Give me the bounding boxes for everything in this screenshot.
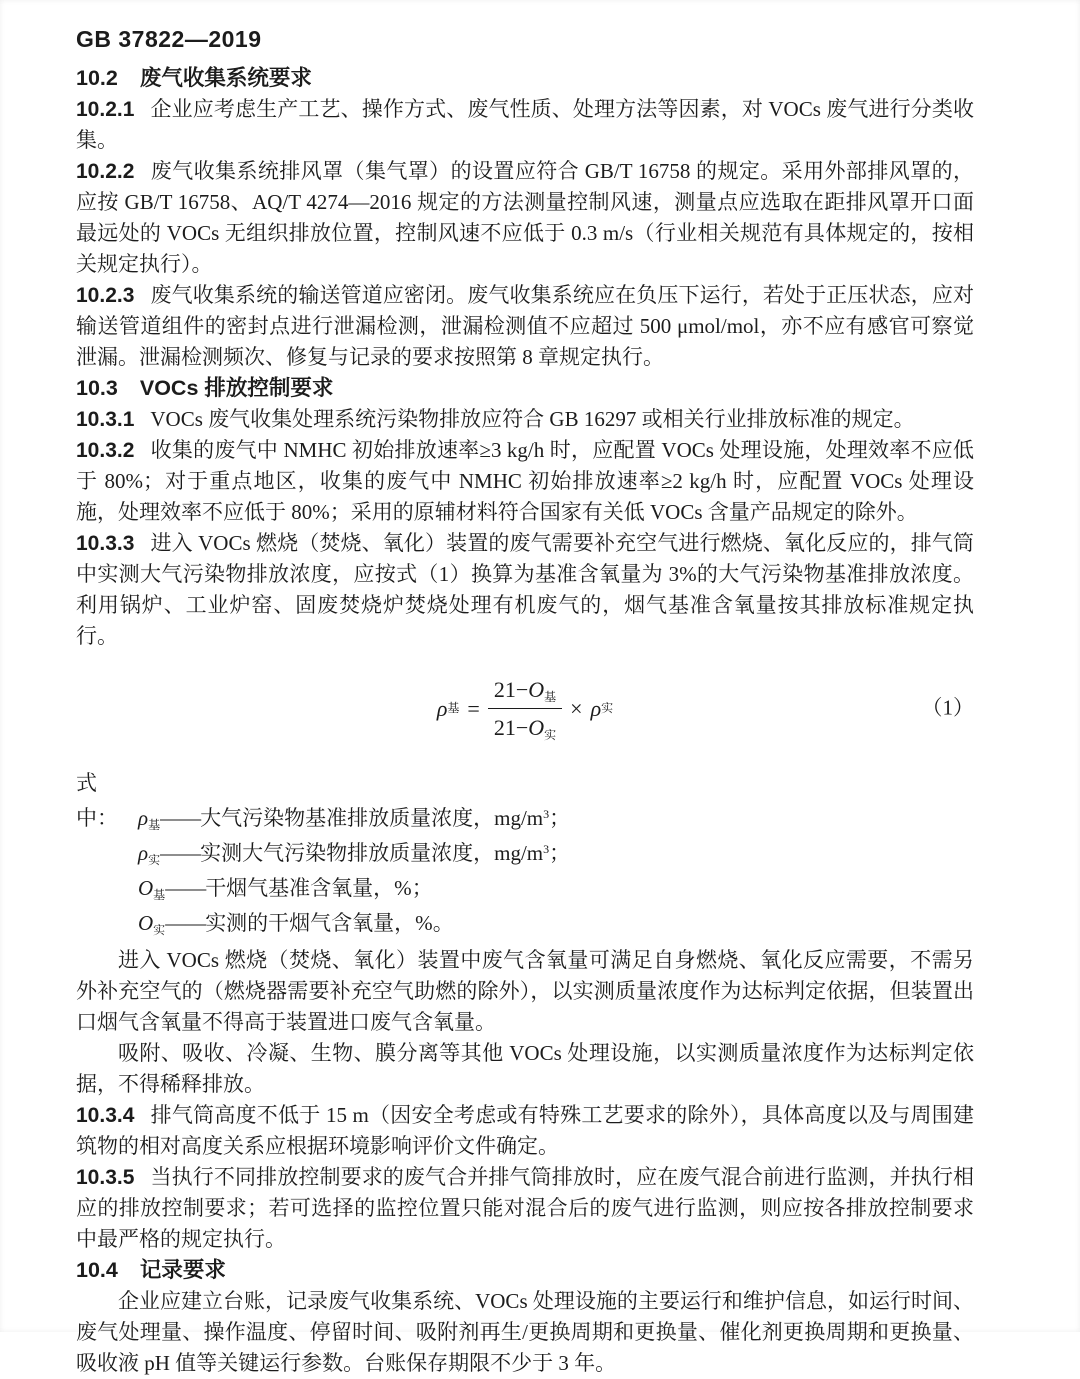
clause-10-3-2 xyxy=(76,435,974,528)
clause-number: 10.2.2 xyxy=(76,160,135,183)
clause-number: 10.2.3 xyxy=(76,284,135,307)
section-heading-10-2 xyxy=(76,63,974,94)
clause-number: 10.3.4 xyxy=(76,1104,135,1127)
eq-rhs-symbol: ρ xyxy=(590,695,602,721)
eq-times-sign: × xyxy=(570,695,583,721)
doc-number: GB 37822—2019 xyxy=(76,26,262,52)
section-number: 10.3 xyxy=(76,376,118,400)
clause-text: 废气收集系统排风罩（集气罩）的设置应符合 GB/T 16758 的规定。采用外部排风罩的，应按 GB/T 16758、AQ/T 4274—2016 规定的方法测量控制风速，测量点应选取在距排风罩开口面最远处的 VOCs 无组织排放位置，控制风速不应低于 0.3 m/s（行业相关规范有具体规定的，按相关规定执行）。 xyxy=(76,159,974,276)
section-title: 记录要求 xyxy=(139,1258,226,1282)
clause-number: 10.3.5 xyxy=(76,1166,135,1189)
clause-10-2-2 xyxy=(76,156,974,280)
clause-number: 10.2.1 xyxy=(76,98,135,121)
clause-10-3-5 xyxy=(76,1162,974,1255)
section-title: VOCs 排放控制要求 xyxy=(139,376,334,400)
clause-text: VOCs 废气收集处理系统污染物排放应符合 GB 16297 或相关行业排放标准的规定。 xyxy=(150,407,915,431)
clause-number: 10.3.3 xyxy=(76,532,135,555)
clause-number: 10.3.2 xyxy=(76,439,135,462)
note-paragraph-combustion-oxygen: 进入 VOCs 燃烧（焚烧、氧化）装置中废气含氧量可满足自身燃烧、氧化反应需要，不需另外补充空气的（燃烧器需要补充空气助燃的除外），以实测质量浓度作为达标判定依据，但装置出口烟气含氧量不得高于装置进口废气含氧量。 xyxy=(76,948,974,1034)
eq-numerator: $21-O_基$ xyxy=(488,674,562,709)
clause-text: 废气收集系统的输送管道应密闭。废气收集系统应在负压下运行，若处于正压状态，应对输送管道组件的密封点进行泄漏检测，泄漏检测值不应超过 500 μmol/mol，亦不应有感官可察觉泄漏。泄漏检测频次、修复与记录的要求按照第 8 章规定执行。 xyxy=(76,283,974,369)
section-heading-10-4 xyxy=(76,1255,974,1286)
clause-text: 排气筒高度不低于 15 m（因安全考虑或有特殊工艺要求的除外），具体高度以及与周围建筑物的相对高度关系应根据环境影响评价文件确定。 xyxy=(76,1103,974,1158)
section-number: 10.2 xyxy=(76,66,118,90)
clause-text: 收集的废气中 NMHC 初始排放速率≥3 kg/h 时，应配置 VOCs 处理设施，处理效率不应低于 80%；对于重点地区，收集的废气中 NMHC 初始排放速率≥2 kg/h 时，应配置 VOCs 处理设施，处理效率不应低于 80%；采用的原辅材料符合国家有关低 VOCs 含量产品规定的除外。 xyxy=(76,438,974,524)
symbol-definition-row: $\rho_实——$实测大气污染物排放质量浓度，$mg/m^3$； xyxy=(138,841,571,867)
clause-10-3-3 xyxy=(76,528,974,652)
clause-10-2-3 xyxy=(76,280,974,373)
clause-text: 当执行不同排放控制要求的废气合并排气筒排放时，应在废气混合前进行监测，并执行相应的排放控制要求；若可选择的监控位置只能对混合后的废气进行监测，则应按各排放控制要求中最严格的规定执行。 xyxy=(76,1165,974,1251)
clause-10-3-1 xyxy=(76,404,974,435)
equation-1 xyxy=(76,662,974,754)
symbol-definition-row: $O_基——$干烟气基准含氧量，%； xyxy=(138,876,433,902)
record-requirements-paragraph: 企业应建立台账，记录废气收集系统、VOCs 处理设施的主要运行和维护信息，如运行时间、废气处理量、操作温度、停留时间、吸附剂再生/更换周期和更换量、催化剂更换周期和更换量、吸收液 pH 值等关键运行参数。台账保存期限不少于 3 年。 xyxy=(76,1289,974,1375)
eq-fraction xyxy=(488,674,562,743)
where-label: 式中： xyxy=(76,771,118,830)
clause-text: 企业应考虑生产工艺、操作方式、废气性质、处理方法等因素，对 VOCs 废气进行分类收集。 xyxy=(76,97,974,152)
symbol-definition-row: 式中： $\rho_基——$大气污染物基准排放质量浓度，$mg/m^3$； xyxy=(76,766,974,836)
clause-text: 进入 VOCs 燃烧（焚烧、氧化）装置的废气需要补充空气进行燃烧、氧化反应的，排气筒中实测大气污染物排放浓度，应按式（1）换算为基准含氧量为 3%的大气污染物基准排放浓度。利用锅炉、工业炉窑、固废焚烧炉焚烧处理有机废气的，烟气基准含氧量按其排放标准规定执行。 xyxy=(76,531,974,648)
section-heading-10-3 xyxy=(76,373,974,404)
equation-number: （1） xyxy=(921,695,974,720)
eq-lhs-symbol: ρ xyxy=(436,695,448,721)
clause-10-2-1 xyxy=(76,94,974,156)
symbol-definition-row: $O_实——$实测的干烟气含氧量，%。 xyxy=(138,911,454,937)
equation-body: ρ 基 = $\frac{21-O_基}{21-O_实}$ × ρ 实 xyxy=(437,674,613,743)
eq-denominator: $21-O_实$ xyxy=(493,714,557,742)
note-paragraph-other-treatment: 吸附、吸收、冷凝、生物、膜分离等其他 VOCs 处理设施，以实测质量浓度作为达标判定依据，不得稀释排放。 xyxy=(76,1041,974,1096)
section-number: 10.4 xyxy=(76,1258,118,1282)
symbol-definitions xyxy=(76,766,974,941)
clause-number: 10.3.1 xyxy=(76,408,135,431)
clause-10-3-4 xyxy=(76,1100,974,1162)
section-title: 废气收集系统要求 xyxy=(139,66,312,90)
eq-equals-sign: = xyxy=(467,695,480,721)
